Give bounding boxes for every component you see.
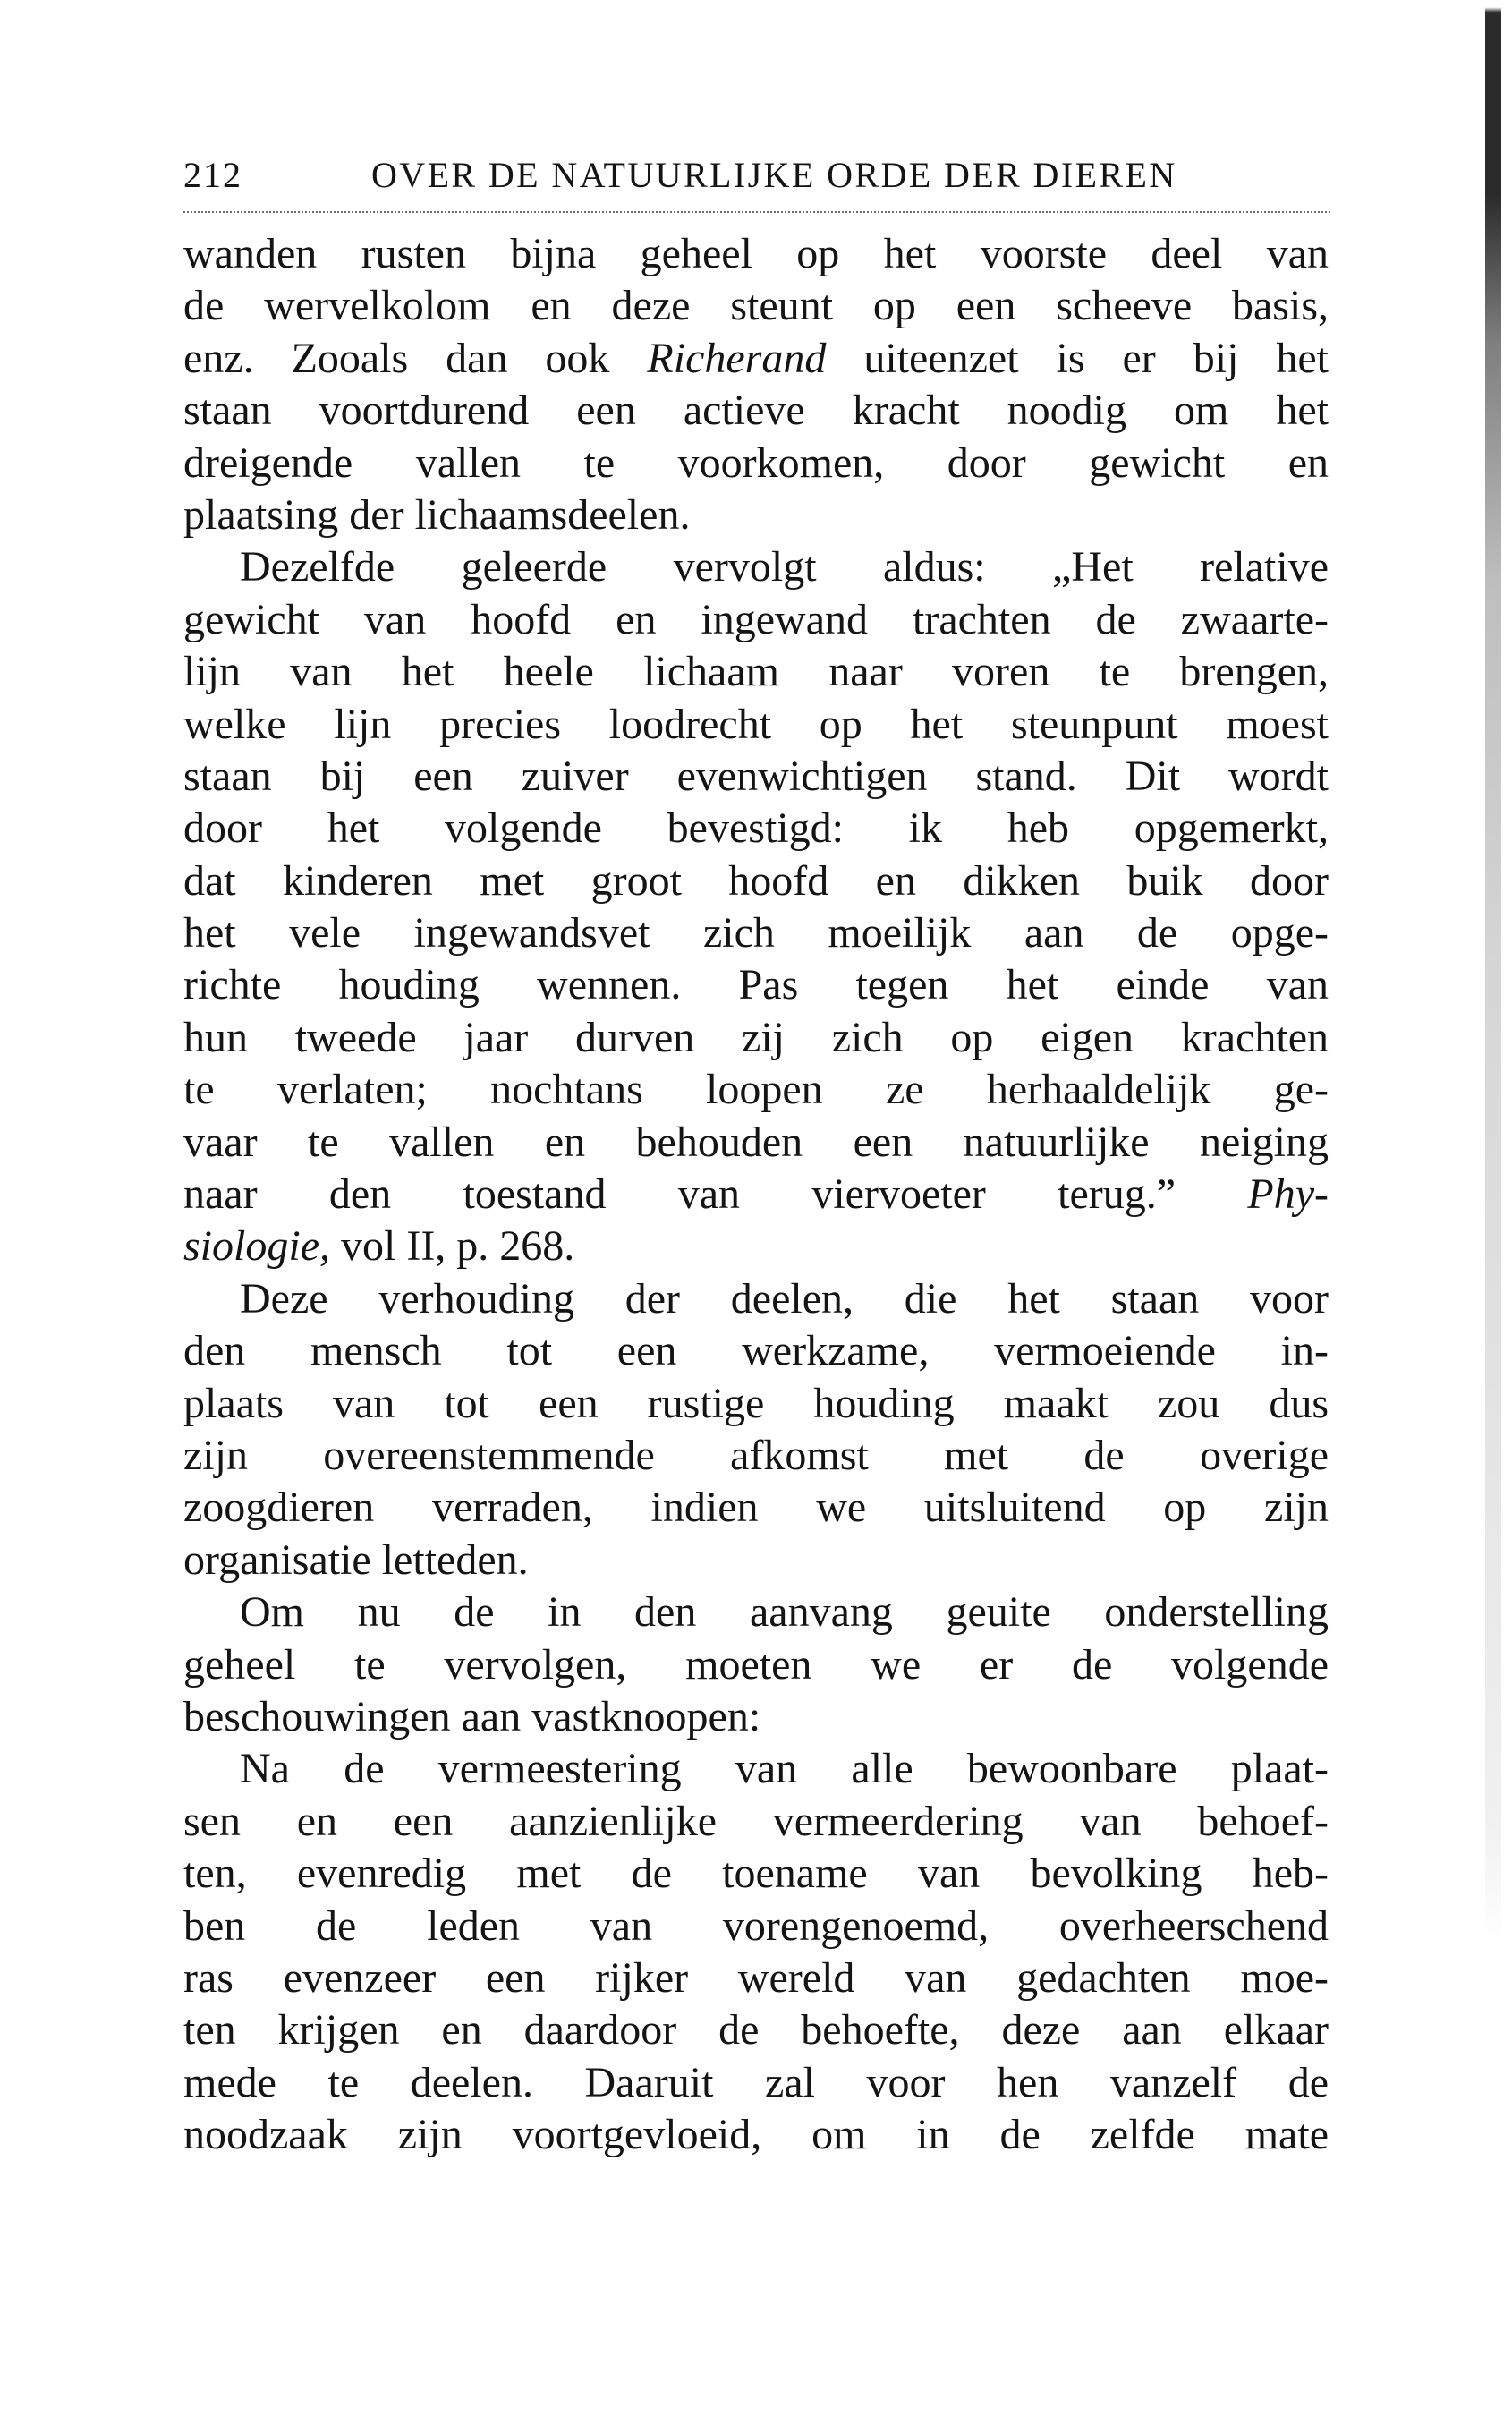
text-line: staan voortdurend een actieve kracht noodig om het bbox=[183, 387, 1329, 435]
text-run: naar den toestand van viervoeter terug.” bbox=[183, 1170, 1248, 1219]
running-title: OVER DE NATUURLIJKE ORDE DER DIEREN bbox=[371, 155, 1177, 195]
text-line: beschouwingen aan vastknoopen: bbox=[183, 1692, 761, 1740]
text-line: plaats van tot een rustige houding maakt zou dus bbox=[183, 1379, 1329, 1427]
text-line: vaar te vallen en behouden een natuurlijke neiging bbox=[183, 1118, 1329, 1166]
text-line: welke lijn precies loodrecht op het steunpunt moest bbox=[183, 700, 1329, 748]
text-line: te verlaten; nochtans loopen ze herhaaldelijk ge- bbox=[183, 1066, 1329, 1114]
text-line: Om nu de in den aanvang geuite onderstelling bbox=[240, 1588, 1329, 1637]
body-text bbox=[183, 228, 1329, 2161]
italic-text-run: Phy- bbox=[1247, 1170, 1329, 1219]
page-header bbox=[183, 154, 1330, 209]
text-line: organisatie letteden. bbox=[183, 1536, 529, 1584]
text-line: ten, evenredig met de toename van bevolking heb- bbox=[183, 1850, 1329, 1898]
text-line: het vele ingewandsvet zich moeilijk aan de opge- bbox=[183, 909, 1329, 957]
text-line: ben de leden van vorengenoemd, overheerschend bbox=[183, 1901, 1329, 1950]
text-line: plaatsing der lichaamsdeelen. bbox=[183, 490, 691, 539]
text-line: dreigende vallen te voorkomen, door gewicht en bbox=[183, 438, 1329, 487]
text-line bbox=[183, 1221, 1329, 1272]
text-line: hun tweede jaar durven zij zich op eigen krachten bbox=[183, 1013, 1329, 1061]
text-line: de wervelkolom en deze steunt op een scheeve basis, bbox=[183, 282, 1329, 330]
header-divider bbox=[183, 211, 1330, 213]
text-line: lijn van het heele lichaam naar voren te brengen, bbox=[183, 648, 1329, 696]
italic-text-run: siologie, bbox=[183, 1222, 330, 1271]
text-line: Na de vermeestering van alle bewoonbare plaat- bbox=[240, 1745, 1329, 1793]
text-line: Deze verhouding der deelen, die het staan voor bbox=[240, 1274, 1329, 1323]
text-line: door het volgende bevestigd: ik heb opgemerkt, bbox=[183, 804, 1329, 853]
text-line: wanden rusten bijna geheel op het voorste deel van bbox=[183, 230, 1329, 277]
text-line: ten krijgen en daardoor de behoefte, deze aan elkaar bbox=[183, 2006, 1329, 2054]
text-line: Dezelfde geleerde vervolgt aldus: „Het relative bbox=[240, 543, 1329, 591]
text-line: zijn overeenstemmende afkomst met de overige bbox=[183, 1431, 1329, 1479]
text-line: sen en een aanzienlijke vermeerdering van behoef- bbox=[183, 1797, 1329, 1845]
text-line: den mensch tot een werkzame, vermoeiende in- bbox=[183, 1327, 1329, 1375]
page-number: 212 bbox=[183, 155, 242, 195]
text-line: dat kinderen met groot hoofd en dikken buik door bbox=[183, 856, 1329, 905]
text-line: noodzaak zijn voortgevloeid, om in de zelfde mate bbox=[183, 2111, 1329, 2159]
text-line: staan bij een zuiver evenwichtigen stand. Dit wordt bbox=[183, 752, 1329, 800]
text-line: geheel te vervolgen, moeten we er de volgende bbox=[183, 1640, 1329, 1689]
text-line: zoogdieren verraden, indien we uitsluitend op zijn bbox=[183, 1484, 1329, 1532]
text-line bbox=[183, 333, 1329, 385]
text-run: vol II, p. 268. bbox=[330, 1222, 575, 1271]
italic-text-run: Richerand bbox=[647, 334, 827, 382]
text-line: richte houding wennen. Pas tegen het einde van bbox=[183, 961, 1329, 1009]
text-run: enz. Zooals dan ook bbox=[183, 334, 648, 382]
text-line: gewicht van hoofd en ingewand trachten de zwaarte- bbox=[183, 595, 1329, 643]
text-line: mede te deelen. Daaruit zal voor hen vanzelf de bbox=[183, 2058, 1329, 2106]
text-run: uiteenzet is er bij het bbox=[826, 334, 1329, 382]
text-line: ras evenzeer een rijker wereld van gedachten moe- bbox=[183, 1953, 1329, 2002]
scan-edge-shadow bbox=[1485, 0, 1501, 2433]
text-line bbox=[183, 1169, 1329, 1221]
